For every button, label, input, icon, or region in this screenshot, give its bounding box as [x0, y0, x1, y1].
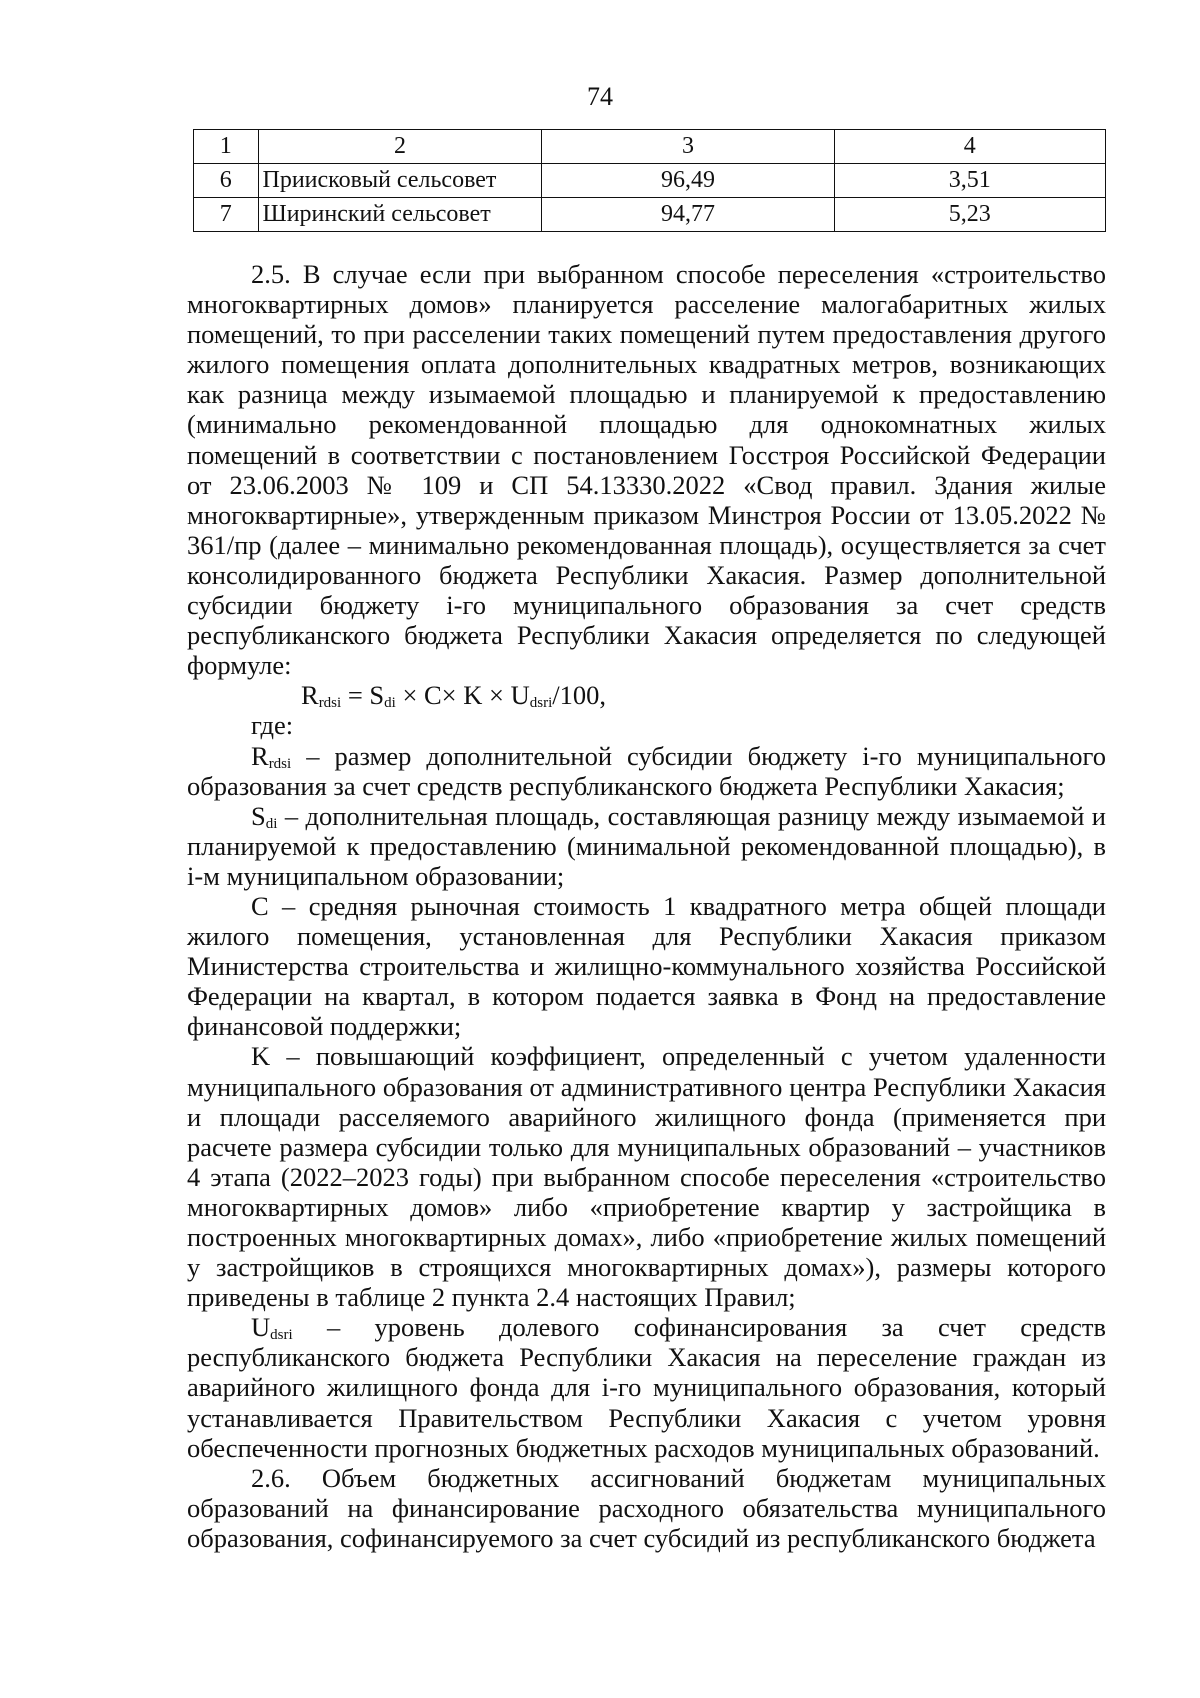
- table-header-row: [194, 130, 1106, 164]
- definition-subscript: di: [265, 815, 278, 832]
- definition-u: [187, 1312, 1106, 1462]
- definition-r: [187, 741, 1106, 801]
- table-header-cell: 3: [542, 130, 834, 164]
- table-row: [194, 198, 1106, 232]
- continuation-table: [193, 129, 1106, 232]
- definition-k: K – повышающий коэффициент, определенный с учетом удаленности муниципального образования от административного центра Республики Хакасия и площади расселяемого аварийного жилищного фонда (применяется при расчете размера субсидии только для муниципальных образований – участников 4 этапа (2022–2023 годы) при выбранном способе переселения «строительство многоквартирных домов» либо «приобретение квартир у застройщика в построенных многоквартирных домах», либо «приобретение жилых помещений у застройщиков в строящихся многоквартирных домах»), размеры которого приведены в таблице 2 пункта 2.4 настоящих Правил;: [187, 1041, 1106, 1313]
- definition-text: – дополнительная площадь, составляющая разницу между изымаемой и планируемой к предоставлению (минимальной рекомендованной площадью), в i-м муниципальном образовании;: [187, 800, 1106, 891]
- formula-operators: × C× K ×: [395, 680, 511, 711]
- formula-subscript: di: [384, 695, 396, 712]
- paragraph-2-6: 2.6. Объем бюджетных ассигнований бюджетам муниципальных образований на финансирование расходного обязательства муниципального образования, софинансируемого за счет субсидий из республиканского бюджета: [187, 1462, 1106, 1553]
- table-cell-name: Ширинский сельсовет: [258, 198, 542, 232]
- paragraph-2-5: 2.5. В случае если при выбранном способе переселения «строительство многоквартирных домов» планируется расселение малогабаритных жилых помещений, то при расселении таких помещений путем предоставления другого жилого помещения оплата дополнительных квадратных метров, возникающих как разница между изымаемой площадью и планируемой к предоставлению (минимально рекомендованной площадью для однокомнатных жилых помещений в соответствии с постановлением Госстроя Российской Федерации от 23.06.2003 № 109 и СП 54.13330.2022 «Свод правил. Здания жилые многоквартирные», утвержденным приказом Минстроя России от 13.05.2022 № 361/пр (далее – минимально рекомендованная площадь), осуществляется за счет консолидированного бюджета Республики Хакасия. Размер дополнительной субсидии бюджету i-го муниципального образования за счет средств республиканского бюджета Республики Хакасия определяется по следующей формуле:: [187, 259, 1106, 681]
- table-row: [194, 164, 1106, 198]
- table-header-cell: 1: [194, 130, 259, 164]
- formula-tail: /100,: [552, 680, 606, 711]
- definition-symbol: S: [251, 800, 266, 831]
- table-cell-name: Приисковый сельсовет: [258, 164, 542, 198]
- definition-s: [187, 801, 1106, 891]
- body-text: [187, 259, 1106, 1553]
- formula-symbol-r: R: [301, 680, 319, 711]
- table-cell-number: 6: [194, 164, 259, 198]
- formula: [187, 680, 1106, 710]
- table-header-cell: 4: [834, 130, 1105, 164]
- definition-symbol: U: [251, 1312, 271, 1343]
- definition-c: С – средняя рыночная стоимость 1 квадратного метра общей площади жилого помещения, установленная для Республики Хакасия приказом Министерства строительства и жилищно-коммунального хозяйства Российской Федерации на квартал, в котором подается заявка в Фонд на предоставление финансовой поддержки;: [187, 890, 1106, 1042]
- definition-symbol: R: [251, 740, 269, 771]
- formula-symbol-u: U: [510, 680, 530, 711]
- where-label: где:: [251, 710, 294, 741]
- table-cell-number: 7: [194, 198, 259, 232]
- table-cell-value: 96,49: [542, 164, 834, 198]
- formula-symbol-s: S: [369, 680, 385, 711]
- formula-subscript: dsri: [529, 695, 553, 712]
- table-cell-value: 5,23: [834, 198, 1105, 232]
- table-cell-value: 3,51: [834, 164, 1105, 198]
- definition-subscript: dsri: [270, 1327, 293, 1344]
- definition-text: – уровень долевого софинансирования за счет средств республиканского бюджета Республики Хакасия на переселение граждан из аварийного жилищного фонда для i-го муниципального образования, который устанавливается Правительством Республики Хакасия с учетом уровня обеспеченности прогнозных бюджетных расходов муниципальных образований.: [187, 1312, 1106, 1463]
- table-header-cell: 2: [258, 130, 542, 164]
- page-number: 74: [587, 82, 613, 111]
- table-cell-value: 94,77: [542, 198, 834, 232]
- definition-subscript: rdsi: [268, 755, 292, 772]
- definition-text: – размер дополнительной субсидии бюджету i-го муниципального образования за счет средств республиканского бюджета Республики Хакасия;: [187, 740, 1106, 801]
- formula-subscript: rdsi: [318, 695, 342, 712]
- formula-equals: =: [341, 680, 370, 711]
